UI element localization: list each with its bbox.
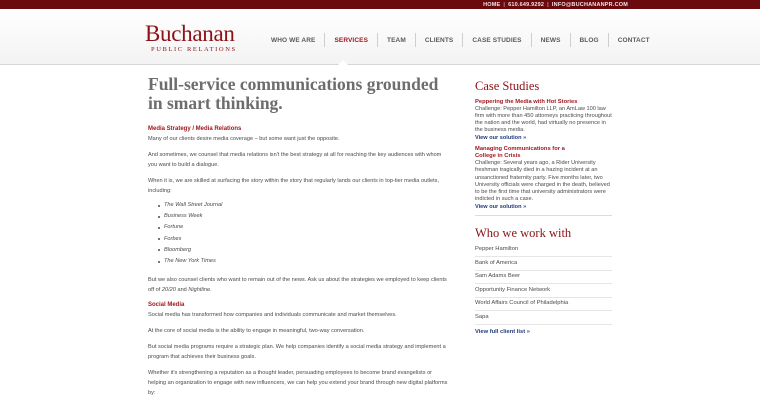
list-item: Forbes <box>158 234 448 245</box>
list-item: Pepper Hamilton <box>475 244 612 258</box>
list-item: Sam Adams Beer <box>475 271 612 285</box>
nav-blog[interactable]: BLOG <box>570 33 608 47</box>
paragraph: And sometimes, we counsel that media relations isn't the best strategy at all for reaching the key audiences with whom you want to build a dialogue. <box>148 152 442 168</box>
list-item: Business Week <box>158 211 448 222</box>
paragraph: Social media has transformed how companies and individuals communicate and market themselves. <box>148 312 397 319</box>
case-studies-heading: Case Studies <box>475 79 540 93</box>
list-item: Fortune <box>158 222 448 233</box>
client-list <box>475 244 612 325</box>
list-item: Bank of America <box>475 257 612 271</box>
nav-services[interactable]: SERVICES <box>324 33 377 47</box>
text: and <box>175 287 189 294</box>
case-study-summary: Challenge: Several years ago, a Rider University freshman tragically died in a hazing incident at an unsanctioned fraternity party. Five months later, two University officials were charged in the death, believed to be the first time that university administrators were indicted in such a case. <box>475 160 610 202</box>
separator: | <box>547 1 549 8</box>
page-title: Full-service communications grounded in smart thinking. <box>148 74 439 113</box>
paragraph: But social media programs require a strategic plan. We help companies identify a social media strategy and implement a program that achieves their business goals. <box>148 344 446 361</box>
nav-contact[interactable]: CONTACT <box>608 33 659 47</box>
show-name: Nightline <box>188 287 211 294</box>
brand-name: Buchanan <box>145 21 235 46</box>
list-item: The Wall Street Journal <box>158 200 448 211</box>
clients-heading: Who we work with <box>475 225 572 240</box>
main-nav <box>262 33 659 47</box>
list-item: The New York Times <box>158 256 448 267</box>
case-study-title[interactable]: Peppering the Media with Hot Stories <box>475 99 578 105</box>
paragraph: When it is, we are skilled at surfacing the story within the story that regularly lands our clients in top-tier media outlets, including: <box>148 178 440 194</box>
top-utility-bar <box>0 0 760 9</box>
paragraph: At the core of social media is the ability to engage in meaningful, two-way conversation. <box>148 328 365 335</box>
text: . <box>210 287 212 294</box>
section-heading-media-strategy: Media Strategy / Media Relations <box>148 126 242 132</box>
top-utility-links <box>483 0 628 9</box>
email-link[interactable]: INFO@BUCHANANPR.COM <box>551 1 628 8</box>
paragraph <box>148 275 448 295</box>
view-solution-link[interactable]: View our solution » <box>475 135 527 142</box>
case-study <box>475 146 612 211</box>
text: But we also counsel clients who want to remain out of the news. Ask us about the strategies we employed to keep clients off of <box>148 277 447 294</box>
main-content <box>148 75 448 400</box>
section-heading-social-media: Social Media <box>148 302 185 309</box>
divider <box>475 215 612 216</box>
nav-team[interactable]: TEAM <box>377 33 415 47</box>
list-item: Opportunity Finance Network <box>475 284 612 298</box>
media-outlets-list <box>158 200 448 267</box>
paragraph: Whether it's strengthening a reputation as a thought leader, persuading employees to become brand evangelists or helping an organization to engage with new influencers, we can help you extend your brand through new digital platforms by: <box>148 370 448 397</box>
nav-news[interactable]: NEWS <box>531 33 570 47</box>
list-item: Sapa <box>475 311 612 325</box>
paragraph: Many of our clients desire media coverage – but some want just the opposite. <box>148 136 340 142</box>
nav-who-we-are[interactable]: WHO WE ARE <box>271 36 316 44</box>
active-nav-indicator <box>337 60 349 66</box>
separator: | <box>503 1 506 8</box>
phone-number: 610.649.9292 <box>508 1 545 8</box>
view-client-list-link[interactable]: View full client list » <box>475 328 530 335</box>
view-solution-link[interactable]: View our solution » <box>475 203 527 210</box>
nav-clients[interactable]: CLIENTS <box>415 33 463 47</box>
show-name: 20/20 <box>161 287 176 294</box>
sidebar <box>475 79 612 337</box>
list-item: World Affairs Council of Philadelphia <box>475 298 612 312</box>
case-study-title[interactable]: Managing Communications for a College in Crisis <box>475 146 565 160</box>
brand-tagline: PUBLIC RELATIONS <box>151 46 237 53</box>
case-study-summary: Challenge: Pepper Hamilton LLP, an AmLaw 100 law firm with more than 450 attorneys practicing throughout the nation and the world, had virtually no presence in the business media. <box>475 106 612 134</box>
nav-case-studies[interactable]: CASE STUDIES <box>462 33 530 47</box>
home-link[interactable]: HOME <box>483 1 501 8</box>
brand-logo[interactable] <box>145 23 237 53</box>
site-header <box>0 9 760 65</box>
list-item: Bloomberg <box>158 245 448 256</box>
case-study <box>475 99 612 142</box>
